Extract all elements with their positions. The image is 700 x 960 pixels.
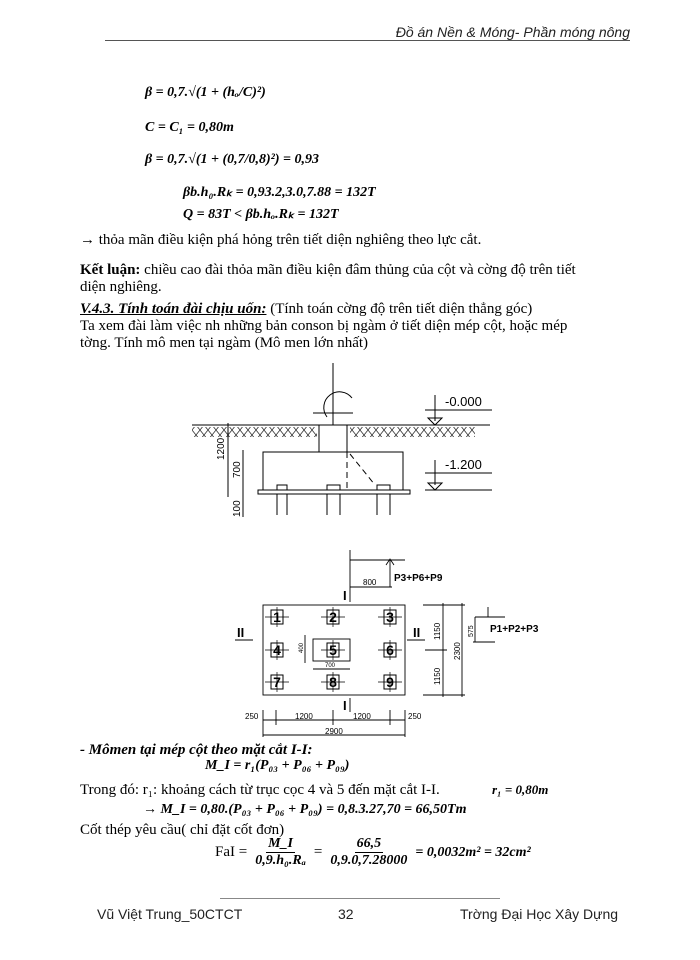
ketluan-line2: diện nghiêng.	[80, 279, 162, 295]
fa-num2: 66,5	[356, 836, 382, 851]
fa-fraction-2	[330, 836, 407, 869]
pile-number: 5	[329, 642, 337, 658]
level-bottom: -1.200	[445, 457, 482, 472]
section-I-bottom: I	[343, 698, 347, 713]
dim-2900: 2900	[325, 727, 343, 736]
dim-col-h: 400	[299, 642, 305, 653]
pile-cap-plan-drawing	[225, 545, 565, 740]
ketluan-body: chiều cao đài thỏa mãn điều kiện đâm thủng của cột và cờng độ trên tiết	[140, 262, 576, 278]
pile-grid	[265, 607, 402, 692]
dim-250-right: 250	[408, 712, 422, 721]
formula-c: C = C₁ = 0,80m	[145, 120, 234, 135]
pile-number: 9	[386, 674, 394, 690]
formula-bbhr: βb.h₀.Rₖ = 0,93.2,3.0,7.88 = 132T	[183, 185, 376, 200]
footer-rule	[220, 898, 500, 899]
moment-formula: M_I = r₁(P₀₃ + P₀₆ + P₀₉)	[205, 758, 350, 773]
moment-calc: → M_I = 0,80.(P₀₃ + P₀₆ + P₀₉) = 0,8.3.27,70 = 66,50Tm	[143, 802, 467, 817]
dim-1200-left: 1200	[295, 712, 313, 721]
pile-number: 2	[329, 609, 337, 625]
dim-1150-top: 1150	[433, 622, 442, 640]
r1-value: r₁ = 0,80m	[492, 782, 549, 797]
section-note: (Tính toán cờng độ trên tiết diện thẳng góc)	[266, 301, 533, 317]
dim-700: 700	[232, 461, 243, 478]
pile-2	[321, 607, 345, 627]
fa-result: = 0,0032m² = 32cm²	[415, 844, 531, 860]
dim-575: 575	[468, 625, 475, 637]
section-II-left: II	[237, 625, 245, 640]
trong-do: Trong đó: r₁: khoảng cách từ trục cọc 4 và 5 đến mặt cắt I-I.	[80, 782, 440, 798]
fa-den2: 0,9.0,7.28000	[330, 853, 408, 868]
pile-number: 7	[273, 674, 281, 690]
pile-number: 4	[273, 642, 281, 658]
pile-5	[321, 640, 345, 660]
pile-number: 6	[386, 642, 394, 658]
section-II-right: II	[413, 625, 421, 640]
dim-250-left: 250	[245, 712, 259, 721]
pile-8	[321, 672, 345, 692]
formula-beta-calc: β = 0,7.√(1 + (0,7/0,8)²) = 0,93	[145, 152, 320, 167]
section-I-top: I	[343, 588, 347, 603]
pile-4	[265, 640, 289, 660]
load-top: P3+P6+P9	[394, 573, 443, 584]
pile-9	[378, 672, 402, 692]
ketluan-line	[80, 262, 576, 279]
fa-den1: 0,9.h₀.Rₐ	[255, 853, 306, 868]
header-title: Đồ án Nền & Móng- Phần móng nông	[395, 24, 630, 40]
pile-1	[265, 607, 289, 627]
dim-2300: 2300	[453, 642, 462, 660]
fa-num1: M_I	[268, 836, 294, 851]
footer-page-number: 32	[338, 906, 354, 922]
pile-3	[378, 607, 402, 627]
level-top: -0.000	[445, 394, 482, 409]
dim-1200: 1200	[216, 437, 227, 460]
dim-800: 800	[363, 578, 377, 587]
load-right: P1+P2+P3	[490, 624, 539, 635]
fa-formula: FaI = $\frac{M\_I}{\text{0,9.h₀.Rₐ}}$ = $\frac{66,5}{0,9.0,7.28000}$ = 0,0032m² = 32cm²	[215, 836, 531, 868]
pile-6	[378, 640, 402, 660]
formula-beta-def: β = 0,7.√(1 + (hₒ/C)²)	[145, 85, 266, 100]
paragraph-line1: Ta xem đài làm việc nh những bản conson bị ngàm ở tiết diện mép cột, hoặc mép	[80, 318, 568, 334]
section-title: V.4.3. Tính toán đài chịu uốn:	[80, 301, 267, 317]
footer-author: Vũ Việt Trung_50CTCT	[97, 906, 243, 922]
ketluan-label: Kết luận:	[80, 262, 141, 278]
moment-title: - Mômen tại mép cột theo mặt cắt I-I:	[80, 742, 313, 758]
formula-q-check: Q = 83T < βb.hₒ.Rₖ = 132T	[183, 207, 339, 222]
footing-section-drawing	[180, 355, 510, 525]
dim-100: 100	[232, 500, 243, 517]
cot-thep-label: Cốt thép yêu cầu( chỉ đặt cốt đơn)	[80, 822, 285, 838]
pile-7	[265, 672, 289, 692]
shear-conclusion: → thỏa mãn điều kiện phá hỏng trên tiết diện nghiêng theo lực cắt.	[80, 232, 482, 248]
fa-label: FaI =	[215, 844, 248, 860]
section-heading	[80, 301, 532, 318]
footer-school: Trờng Đại Học Xây Dựng	[460, 906, 619, 922]
pile-number: 8	[329, 674, 337, 690]
pile-number: 3	[386, 609, 394, 625]
paragraph-line2: tờng. Tính mô men tại ngàm (Mô men lớn nhất)	[80, 335, 369, 351]
pile-number: 1	[273, 609, 281, 625]
header-rule	[105, 40, 630, 41]
fa-fraction-1	[255, 836, 306, 869]
dim-1200-right: 1200	[353, 712, 371, 721]
dim-1150-bottom: 1150	[433, 667, 442, 685]
dim-col-w: 700	[325, 663, 336, 669]
